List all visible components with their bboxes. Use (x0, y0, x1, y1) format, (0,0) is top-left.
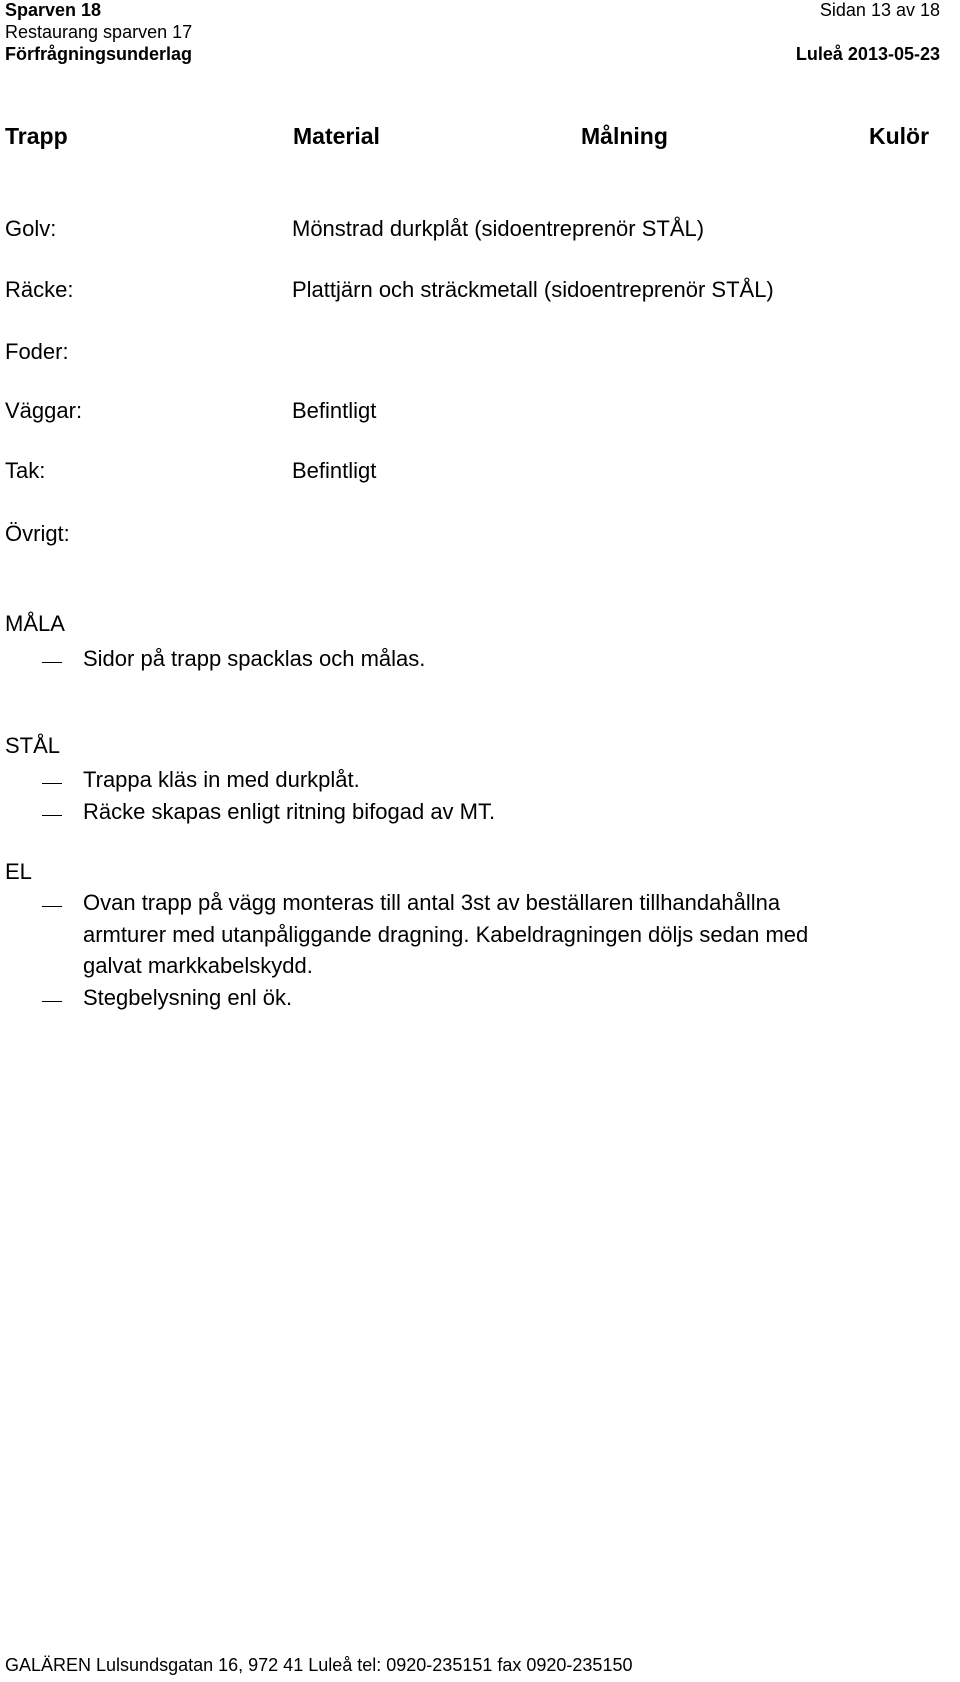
row-value-golv: Mönstrad durkplåt (sidoentreprenör STÅL) (292, 216, 705, 241)
list-item: Stegbelysning enl ök. (83, 985, 293, 1010)
bullet-dash (42, 662, 62, 663)
list-item-continuation: galvat markkabelskydd. (83, 953, 313, 978)
row-label-foder: Foder: (5, 339, 69, 364)
row-value-tak: Befintligt (292, 458, 377, 483)
page-number: Sidan 13 av 18 (819, 0, 940, 20)
section-title-mala: MÅLA (5, 611, 65, 636)
column-heading-trapp: Trapp (5, 123, 68, 149)
list-item-continuation: armturer med utanpåliggande dragning. Kabeldragningen döljs sedan med (83, 922, 809, 947)
row-label-tak: Tak: (5, 458, 46, 483)
column-heading-material: Material (293, 123, 380, 149)
row-label-vaggar: Väggar: (5, 398, 83, 423)
list-item: Sidor på trapp spacklas och målas. (83, 646, 426, 671)
list-item: Räcke skapas enligt ritning bifogad av MT. (83, 799, 496, 824)
row-label-racke: Räcke: (5, 277, 74, 302)
row-label-golv: Golv: (5, 216, 57, 241)
bullet-dash (42, 783, 62, 784)
place-date: Luleå 2013-05-23 (795, 44, 940, 64)
row-value-racke: Plattjärn och sträckmetall (sidoentreprenör STÅL) (292, 277, 774, 302)
section-title-el: EL (5, 859, 32, 884)
list-item: Trappa kläs in med durkplåt. (83, 767, 360, 792)
project-name: Sparven 18 (5, 0, 102, 20)
column-heading-kulor: Kulör (869, 123, 930, 149)
bullet-dash (42, 1001, 62, 1002)
column-heading-malning: Målning (581, 123, 668, 149)
section-title-stal: STÅL (5, 733, 61, 758)
row-value-vaggar: Befintligt (292, 398, 377, 423)
row-label-ovrigt: Övrigt: (5, 521, 70, 546)
document-subtitle: Restaurang sparven 17 (5, 22, 193, 42)
bullet-dash (42, 815, 62, 816)
bullet-dash (42, 906, 62, 907)
list-item: Ovan trapp på vägg monteras till antal 3st av beställaren tillhandahållna (83, 890, 781, 915)
footer-contact: GALÄREN Lulsundsgatan 16, 972 41 Luleå tel: 0920-235151 fax 0920-235150 (5, 1655, 633, 1675)
document-type: Förfrågningsunderlag (5, 44, 193, 64)
